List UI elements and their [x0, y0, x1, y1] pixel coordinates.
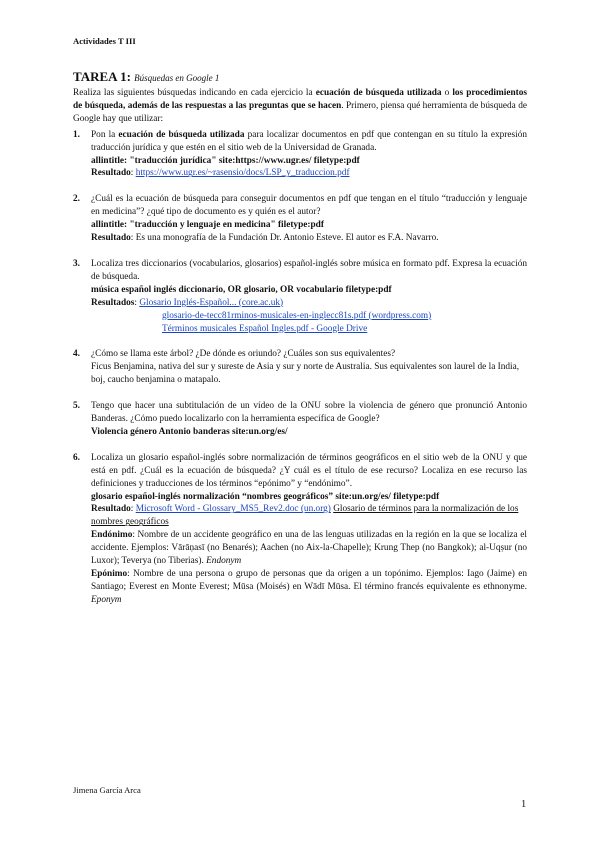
search-query: Violencia género Antonio banderas site:un.org/es/	[91, 426, 288, 437]
result-link[interactable]: Microsoft Word - Glossary_MS5_Rev2.doc (un.org)	[135, 504, 331, 515]
resource-title: Glosario de términos para la normalización de los nombres geográficos	[91, 504, 519, 528]
task-title: TAREA 1: Búsquedas en Google 1	[73, 69, 220, 84]
footer-author: Jimena García Arca	[73, 785, 141, 795]
exercise-1: 1. Pon la ecuación de búsqueda utilizada para localizar documentos en pdf que contengan en su título la expresión traducción jurídica y que estén en el sitio web de la Universidad de Granada. allintitle: "traducción jurídica" site:https://www.ugr.es/ filetype:pdf Resultado: https://www.ugr.es/~rasensio/docs/LSP_y_traduccion.pdf	[73, 129, 527, 179]
search-query: allintitle: "traducción jurídica" site:https://www.ugr.es/ filetype:pdf	[91, 155, 360, 166]
exercise-2: 2. ¿Cuál es la ecuación de búsqueda para conseguir documentos en pdf que tengan en el título “traducción y lenguaje en medicina”? ¿qué tipo de documento es y quién es el autor? allintitle: "traducción y lenguaje en medicina" filetype:pdf Resultado: Es una monografía de la Fundación Dr. Antonio Esteve. El autor es F.A. Navarro.	[73, 194, 527, 244]
endonimo-definition: Endónimo: Nombre de un accidente geográfico en una de las lenguas utilizadas en la región en la que se localiza el accidente. Ejemplos: Vārāṇasī (no Benarés); Aachen (no Aix-la-Chapelle); Krung Thep (no Bangkok); al-Uqṣur (no Luxor); Teverya (no Tiberias). Endonym	[91, 530, 527, 567]
exercise-3: 3. Localiza tres diccionarios (vocabularios, glosarios) español-inglés sobre música en formato pdf. Expresa la ecuación de búsqueda. música español inglés diccionario, OR glosario, OR vocabulario filetype:pdf Resultados: Glosario Inglés-Español... (core.ac.uk) glosario-de-tecc81rminos-musicales-en-inglecc81s.pdf (wordpress.com) Términos musicales Español Ingles.pdf - Google Drive	[73, 258, 527, 334]
exercise-4: 4. ¿Cómo se llama este árbol? ¿De dónde es oriundo? ¿Cuáles son sus equivalentes? Ficus Benjamina, nativa del sur y sureste de Asia y sur y norte de Australia. Sus equivalentes son laurel de la India, boj, caucho benjamina o matapalo.	[73, 348, 527, 387]
result-link[interactable]: glosario-de-tecc81rminos-musicales-en-inglecc81s.pdf (wordpress.com)	[162, 310, 432, 321]
intro-paragraph: Realiza las siguientes búsquedas indicando en cada ejercicio la ecuación de búsqueda utilizada o los procedimientos de búsqueda, además de las respuestas a las preguntas que se hacen. Primero, piensa qué herramienta de búsqueda de Google hay que utilizar:	[73, 88, 527, 124]
task-subtitle: Búsquedas en Google 1	[134, 73, 220, 83]
exercise-5: 5. Tengo que hacer una subtitulación de un vídeo de la ONU sobre la violencia de género que pronunció Antonio Banderas. ¿Cómo puedo localizarlo con la herramienta específica de Google? Violencia género Antonio banderas site:un.org/es/	[73, 401, 527, 437]
result-link[interactable]: Términos musicales Español Ingles.pdf - Google Drive	[162, 323, 368, 334]
search-query: allintitle: "traducción y lenguaje en medicina" filetype:pdf	[91, 220, 324, 231]
search-query: música español inglés diccionario, OR glosario, OR vocabulario filetype:pdf	[91, 284, 392, 295]
exercise-6: 6. Localiza un glosario español-inglés sobre normalización de términos geográficos en el sitio web de la ONU y que está en pdf. ¿Cuál es la ecuación de búsqueda? ¿Y cuál es el título de ese recurso? Localiza en ese recurso las definiciones y traducciones de los términos “epónimo” y “endónimo”. glosario español-inglés normalización “nombres geográficos” site:un.org/es/ filetype:pdf Resultado: Microsoft Word - Glossary_MS5_Rev2.doc (un.org) Glosario de términos para la normalización de los nombres geográficos Endónimo: Nombre de un accidente geográfico en una de las lenguas utilizadas en la región en la que se localiza el accidente. Ejemplos: Vārāṇasī (no Benarés); Aachen (no Aix-la-Chapelle); Krung Thep (no Bangkok); al-Uqṣur (no Luxor); Teverya (no Tiberias). Endonym Epónimo: Nombre de una persona o grupo de personas que da origen a un topónimo. Ejemplos: Iago (Jaime) en Santiago; Everest en Monte Everest; Mūsa (Moisés) en Wādī Mūsa. El término francés equivalente es ethnonyme. Eponym	[73, 452, 527, 605]
result-link[interactable]: https://www.ugr.es/~rasensio/docs/LSP_y_traduccion.pdf	[135, 168, 350, 179]
header-title: Actividades T III	[73, 36, 136, 46]
search-query: glosario español-inglés normalización “nombres geográficos” site:un.org/es/ filetype:pdf	[91, 491, 440, 502]
eponimo-definition: Epónimo: Nombre de una persona o grupo de personas que da origen a un topónimo. Ejemplos: Iago (Jaime) en Santiago; Everest en Monte Everest; Mūsa (Moisés) en Wādī Mūsa. El término francés equivalente es ethnonyme. Eponym	[91, 569, 527, 605]
result-link[interactable]: Glosario Inglés-Español... (core.ac.uk)	[139, 297, 284, 308]
answer-text: Ficus Benjamina, nativa del sur y sureste de Asia y sur y norte de Australia. Sus equivalentes son laurel de la India, boj, caucho benjamina o matapalo.	[91, 362, 520, 386]
page-number: 1	[521, 799, 527, 810]
document-body	[73, 70, 527, 620]
exercise-list	[73, 129, 527, 607]
